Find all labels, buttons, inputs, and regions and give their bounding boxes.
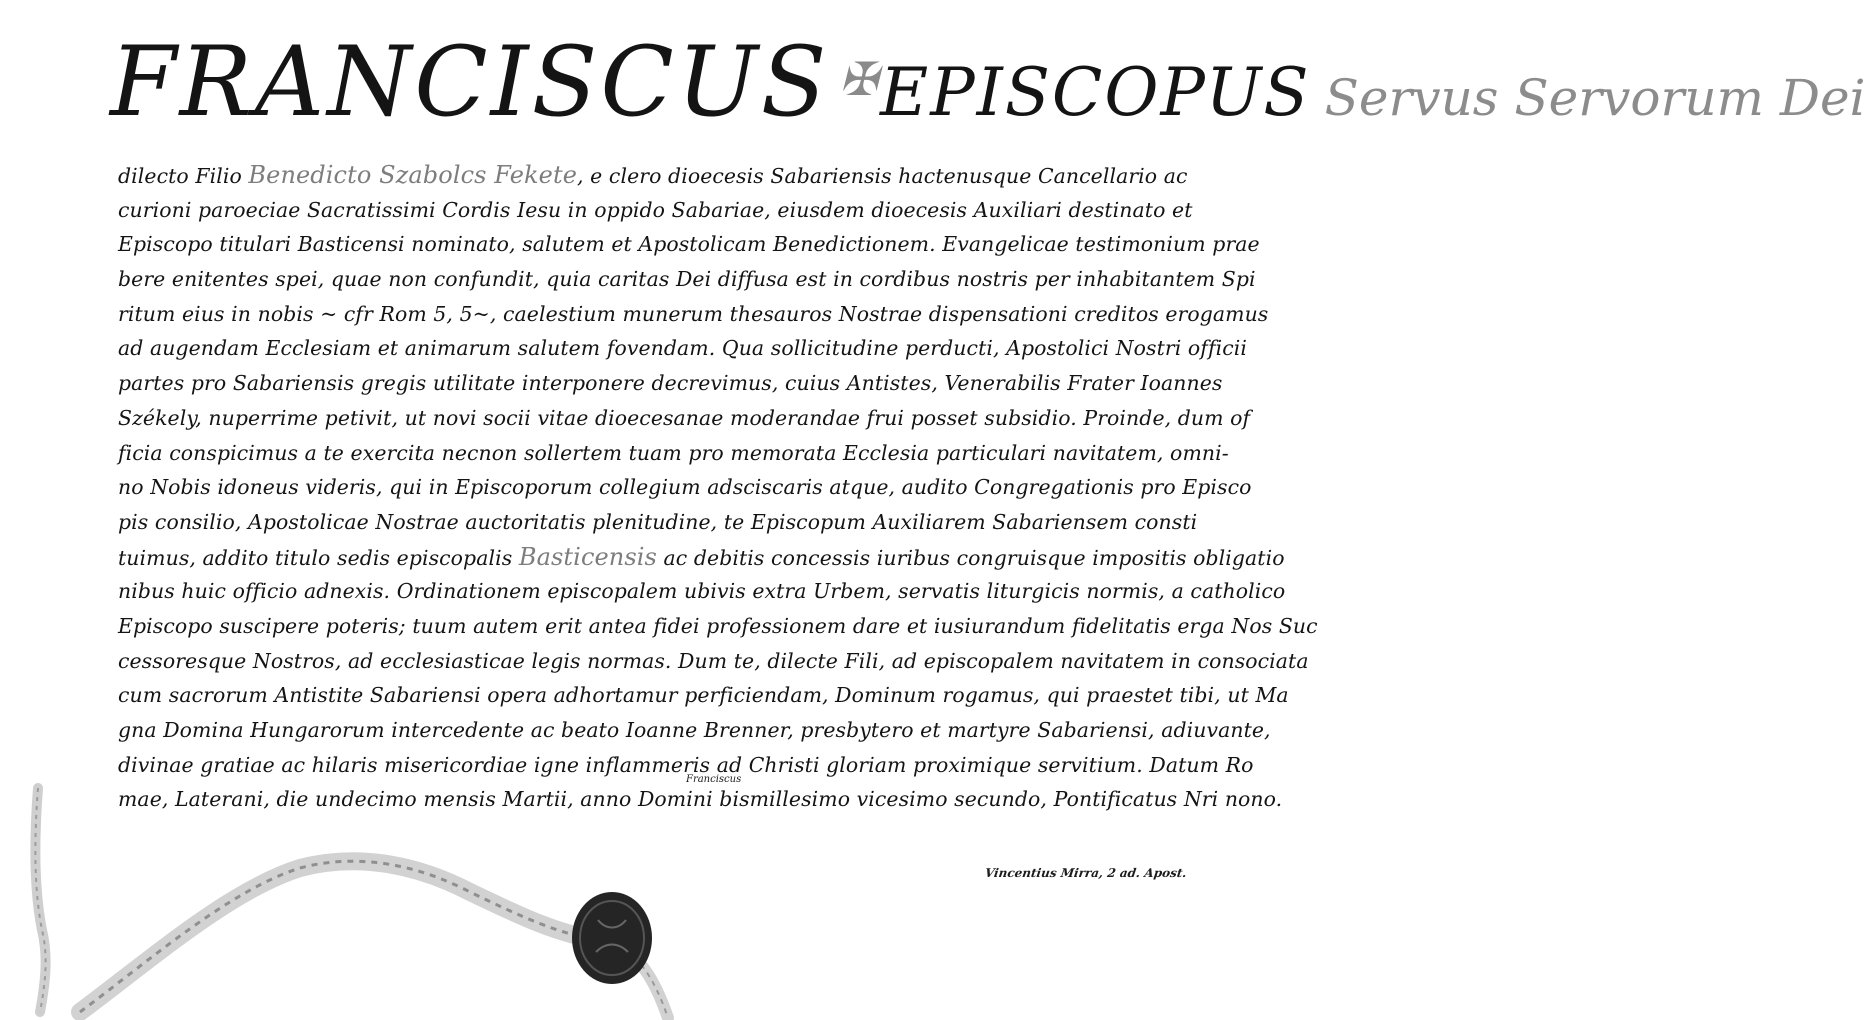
text-segment: Episcopo suscipere poteris; tuum autem erit antea fidei professionem dare et iusiurandum fidelitatis erga Nos Suc xyxy=(118,613,1318,638)
text-line xyxy=(118,574,1310,609)
text-line xyxy=(118,297,1310,332)
seal-and-cord-image xyxy=(0,780,700,1020)
text-segment: ad augendam Ecclesiam et animarum salutem fovendam. Qua sollicitudine perducti, Apostolici Nostri officii xyxy=(118,336,1247,361)
highlighted-name: Benedicto Szabolcs Fekete xyxy=(248,161,578,189)
text-line xyxy=(118,366,1310,401)
text-segment: ac debitis concessis iuribus congruisque impositis obligatio xyxy=(656,545,1285,570)
text-segment: Episcopo titulari Basticensi nominato, salutem et Apostolicam Benedictionem. Evangelicae testimonium prae xyxy=(118,232,1260,257)
text-line xyxy=(118,644,1310,679)
bull-body-text xyxy=(118,158,1318,817)
highlighted-name: Basticensis xyxy=(518,542,657,571)
text-segment: nibus huic officio adnexis. Ordinationem episcopalem ubivis extra Urbem, servatis liturgicis normis, a catholico xyxy=(118,579,1286,604)
text-line xyxy=(118,158,1310,193)
text-line xyxy=(118,678,1310,713)
episcopus-title: EPISCOPUS xyxy=(880,54,1311,131)
text-segment: Székely, nuperrime petivit, ut novi socii vitae dioecesanae moderandae frui posset subsidio. Proinde, dum of xyxy=(118,405,1251,430)
text-segment: pis consilio, Apostolicae Nostrae auctoritatis plenitudine, te Episcopum Auxiliarem Sabariensem consti xyxy=(118,509,1198,534)
text-segment: gna Domina Hungarorum intercedente ac beato Ioanne Brenner, presbytero et martyre Sabariensi, adiuvante, xyxy=(118,718,1271,742)
text-line xyxy=(118,262,1310,297)
text-line xyxy=(118,713,1310,748)
text-segment: , e clero dioecesis Sabariensis hactenusque Cancellario ac xyxy=(577,164,1188,188)
text-line xyxy=(118,436,1310,471)
text-segment: tuimus, addito titulo sedis episcopalis xyxy=(118,545,519,570)
text-segment: no Nobis idoneus videris, qui in Episcoporum collegium adsciscaris atque, audito Congregationis pro Episco xyxy=(118,475,1252,500)
text-segment: cum sacrorum Antistite Sabariensi opera adhortamur perficiendam, Dominum rogamus, qui praestet tibi, ut Ma xyxy=(118,683,1289,708)
text-segment: bere enitentes spei, quae non confundit, quia caritas Dei diffusa est in cordibus nostris per inhabitantem Spi xyxy=(118,267,1256,292)
text-line xyxy=(118,401,1310,436)
text-line xyxy=(118,227,1310,262)
pope-name: FRANCISCUS xyxy=(110,26,830,138)
text-segment: partes pro Sabariensis gregis utilitate interponere decrevimus, cuius Antistes, Venerabilis Frater Ioannes xyxy=(118,371,1223,396)
document-heading xyxy=(110,22,1866,142)
servus-servorum-dei: Servus Servorum Dei xyxy=(1324,69,1866,127)
text-line xyxy=(118,331,1310,366)
text-segment: curioni paroeciae Sacratissimi Cordis Iesu in oppido Sabariae, eiusdem dioecesis Auxiliari destinato et xyxy=(118,197,1193,222)
text-segment: dilecto Filio xyxy=(118,164,249,188)
text-line xyxy=(118,193,1310,228)
text-segment: divinae gratiae ac hilaris misericordiae igne inflammeris ad Christi gloriam proximique servitium. Datum Ro xyxy=(118,752,1254,777)
text-line xyxy=(118,505,1310,540)
cross-icon: ✠ xyxy=(839,52,879,106)
text-line xyxy=(118,609,1318,644)
text-segment: ritum eius in nobis ~ cfr Rom 5, 5~, caelestium munerum thesauros Nostrae dispensationi creditos erogamus xyxy=(118,301,1269,326)
text-segment: mae, Laterani, die undecimo mensis Martii, anno Domini bismillesimo vicesimo secundo, Pontificatus Nri nono. xyxy=(118,787,1283,812)
text-line xyxy=(118,470,1310,505)
text-segment: ficia conspicimus a te exercita necnon sollertem tuam pro memorata Ecclesia particulari navitatem, omni- xyxy=(118,440,1229,465)
braided-cord xyxy=(80,861,600,1012)
text-segment: cessoresque Nostros, ad ecclesiasticae legis normas. Dum te, dilecte Fili, ad episcopalem navitatem in consociata xyxy=(118,648,1309,673)
officer-signature: Vincentius Mirra, 2 ad. Apost. xyxy=(984,866,1188,880)
lead-seal-icon xyxy=(572,892,652,984)
pope-signature: Franciscus xyxy=(686,774,742,785)
text-line xyxy=(118,540,1310,575)
